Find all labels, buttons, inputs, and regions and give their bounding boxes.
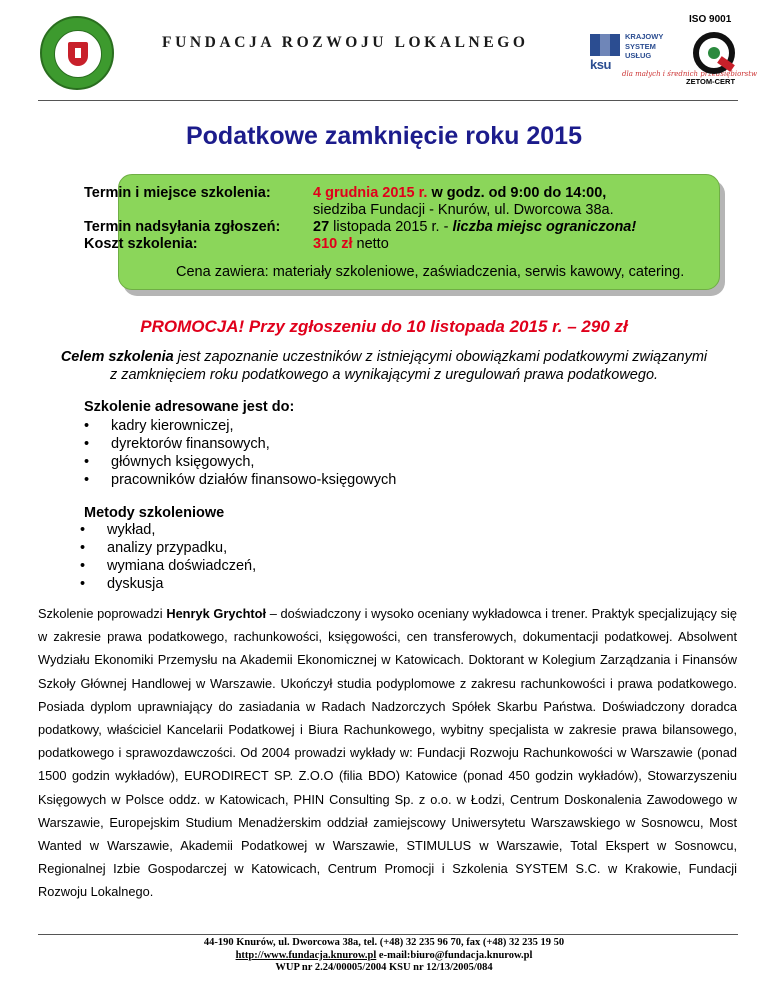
methods-list: [107, 521, 256, 593]
footer-divider: [38, 934, 738, 935]
termin-time: w godz. od 9:00 do 14:00,: [427, 185, 607, 201]
footer-email[interactable]: e-mail:biuro@fundacja.knurow.pl: [376, 949, 533, 961]
audience-section: [84, 399, 396, 489]
goal-line-1: jest zapoznanie uczestników z istniejącymi obowiązkami podatkowymi związanymi: [173, 349, 708, 365]
goal-line-2: z zamknięciem roku podatkowego a wynikającymi z uregulowań prawa podatkowego.: [109, 367, 659, 383]
list-item: • wymiana doświadczeń,: [107, 557, 256, 575]
ksu-line-3: USŁUG: [625, 51, 652, 60]
page-title: Podatkowe zamknięcie roku 2015: [185, 122, 582, 150]
bio-intro: Szkolenie poprowadzi: [38, 606, 167, 621]
goal-bold: Celem szkolenia: [60, 349, 174, 365]
termin-label: Termin i miejsce szkolenia:: [84, 185, 271, 201]
list-item: • pracowników działów finansowo-księgowych: [111, 471, 396, 489]
coat-of-arms-icon: [68, 42, 88, 66]
koszt-suffix: netto: [352, 236, 389, 252]
ksu-script: dla małych i średnich przedsiębiorstw: [622, 70, 758, 78]
zgloszenia-rest: listopada 2015 r. -: [329, 219, 453, 235]
website-link[interactable]: http://www.fundacja.knurow.pl: [235, 949, 377, 961]
org-title: FUNDACJA ROZWOJU LOKALNEGO: [162, 34, 529, 51]
promo-banner: PROMOCJA! Przy zgłoszeniu do 10 listopada 2015 r. – 290 zł: [140, 317, 628, 336]
methods-heading: Metody szkoleniowe: [84, 505, 225, 521]
ksu-abbr: ksu: [590, 57, 611, 72]
ksu-line-1: KRAJOWY: [625, 32, 664, 41]
trainer-name: Henryk Grychtoł: [166, 606, 267, 621]
footer-address: 44-190 Knurów, ul. Dworcowa 38a, tel. (+48) 32 235 96 70, fax (+48) 32 235 19 50: [203, 937, 565, 948]
footer: [0, 937, 768, 975]
list-item: • głównych księgowych,: [111, 453, 396, 471]
ksu-lines: [625, 32, 663, 61]
koszt-value: [313, 235, 389, 253]
zgloszenia-limit: liczba miejsc ograniczona!: [452, 219, 637, 235]
ksu-line-2: SYSTEM: [625, 41, 656, 51]
list-item: • wykład,: [107, 521, 256, 539]
bio-text: – doświadczony i wysoko oceniany wykładowca i trener. Praktyk specjalizujący się w zakresie prawa podatkowego, rachunkowości, księgowości, cen transferowych, dokumentacji podatkowej. Absolwent Wydziału Ekonomiki Przemysłu na Akademii Ekonomicznej w Katowicach. Doktorant w Kolegium Zarządzania i Finansów Szkoły Głównej Handlowej w Warszawie. Ukończył studia podyplomowe z zakresu rachunkowości i prawa podatkowego. Posiada dyplom uprawniający do zasiadania w Radach Nadzorczych Spółek Skarbu Państwa. Doświadczony doradca podatkowy, właściciel Kancelarii Podatkowej i Biura Rachunkowego, wybitny specjalista w zakresie prawa bilansowego, podatkowego i sprawozdawczości. Od 2004 prowadzi wykłady w: Fundacji Rozwoju Rachunkowości w Warszawie (ponad 1500 godzin wykładów), EURODIRECT SP. Z.O.O (filia BDO) Katowice (ponad 450 godzin wykładów), Stowarzyszeniu Księgowych w Polsce oddz. w Katowicach, PHIN Consulting Sp. z o.o. w Łodzi, Centrum Doskonalenia Zawodowego w Warszawie, Europejskim Studium Menadżerskim oddział zamiejscowy Uniwersytetu Warszawskiego w Sosnowcu, Most Wanted w Warszawie, Akademii Podatkowej w Warszawie, STIMULUS w Warszawie, Total Ekspert w Sosnowcu, Regionalnej Izbie Gospodarczej w Katowicach, Centrum Promocji i Szkolenia SYSTEM S.C. w Krakowie, Fundacji Rozwoju Lokalnego.: [38, 606, 737, 900]
ksu-grid-icon: [590, 34, 620, 56]
logo-inner-circle: [54, 30, 102, 78]
footer-contact: [0, 950, 768, 963]
cena-note: Cena zawiera: materiały szkoleniowe, zaświadczenia, serwis kawowy, catering.: [176, 264, 685, 280]
koszt-amount: 310 zł: [313, 236, 353, 252]
footer-registry: WUP nr 2.24/00005/2004 KSU nr 12/13/2005/084: [275, 962, 493, 973]
audience-list: [111, 417, 396, 489]
termin-place: siedziba Fundacji - Knurów, ul. Dworcowa 38a.: [313, 202, 614, 218]
list-item: • analizy przypadku,: [107, 539, 256, 557]
training-goal: [30, 348, 738, 384]
list-item: • dyskusja: [107, 575, 256, 593]
termin-date: 4 grudnia 2015 r.: [313, 185, 428, 201]
bio-paragraph: [38, 602, 737, 904]
audience-heading: Szkolenie adresowane jest do:: [84, 399, 295, 415]
zetom-label: ZETOM-CERT: [686, 77, 736, 86]
zgloszenia-day: 27: [313, 219, 330, 235]
list-item: • dyrektorów finansowych,: [111, 435, 396, 453]
foundation-logo: [40, 16, 114, 90]
header-divider: [38, 100, 738, 101]
koszt-label: Koszt szkolenia:: [84, 236, 198, 252]
list-item: • kadry kierowniczej,: [111, 417, 396, 435]
zgloszenia-label: Termin nadsyłania zgłoszeń:: [84, 219, 281, 235]
iso-label: ISO 9001: [689, 14, 732, 25]
termin-value: [313, 184, 606, 202]
methods-section: [84, 505, 256, 593]
zgloszenia-value: [313, 218, 636, 236]
trainer-bio: [38, 602, 737, 904]
